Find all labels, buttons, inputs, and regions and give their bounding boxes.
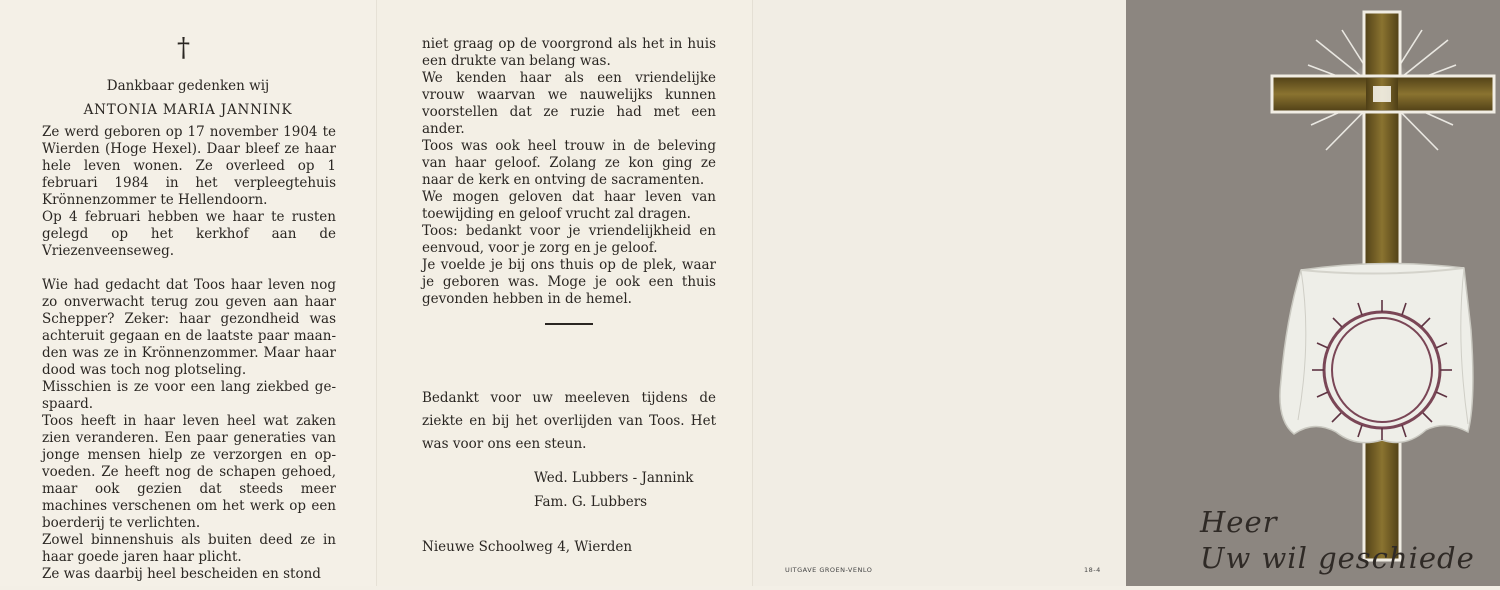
signature-widow: Wed. Lubbers - Jannink (534, 470, 694, 486)
paragraph: Wie had gedacht dat Toos haar leven nog zo onverwacht terug zou geven aan haar Schepper? Zeker: haar gezondheid was achteruit gegaan en de laatste paar maanden was ze in Krönnenzommer. Maar haar dood was toch nog plotseling. (42, 277, 336, 378)
white-cloth (1280, 263, 1473, 442)
paragraph: Ze werd geboren op 17 november 1904 te Wierden (Hoge Hexel). Daar bleef ze haar hele leven wonen. Ze overleed op 1 februari 1984 in het verpleegtehuis Krönnenzommer te Hellendoorn. (42, 124, 336, 208)
left-page (0, 0, 376, 586)
deceased-name: ANTONIA MARIA JANNINK (83, 102, 293, 118)
cross-illustration (1126, 0, 1500, 586)
cross-icon: † (177, 33, 190, 63)
paragraph: Je voelde je bij ons thuis op de plek, waar je geboren was. Moge je ook een thuis gevonden hebben in de hemel. (422, 257, 716, 307)
paragraph: niet graag op de voorgrond als het in huis een drukte van belang was. (422, 36, 716, 69)
address: Nieuwe Schoolweg 4, Wierden (422, 539, 633, 555)
paragraph: Toos heeft in haar leven heel wat zaken zien veranderen. Een paar generaties van jonge mensen hielp ze verzorgen en opvoeden. Ze heeft nog de schapen gehoed, maar ook gezien dat steeds meer machines verschenen om het werk op een boerderij te verlichten. (42, 413, 336, 531)
paragraph: Toos: bedankt voor je vriendelijkheid en eenvoud, voor je zorg en je geloof. (422, 223, 716, 256)
paragraph: Op 4 februari hebben we haar te rusten gelegd op het kerkhof aan de Vriezenveenseweg. (42, 209, 336, 259)
motto-line-1: Heer (1200, 505, 1278, 539)
back-page (752, 0, 1128, 586)
paragraph: We mogen geloven dat haar leven van toewijding en geloof vrucht zal dragen. (422, 189, 716, 222)
cover-page (1126, 0, 1500, 586)
divider (545, 323, 593, 325)
intro-text: Dankbaar gedenken wij (106, 78, 270, 94)
signature-family: Fam. G. Lubbers (534, 494, 648, 510)
paragraph: Zowel binnenshuis als buiten deed ze in haar goede jaren haar plicht. (42, 532, 336, 565)
card-code: 18-4 (1084, 566, 1101, 574)
obituary-body (42, 124, 336, 583)
continued-body (422, 36, 716, 308)
paragraph: Misschien is ze voor een lang ziekbed gespaard. (42, 379, 336, 412)
paragraph: Toos was ook heel trouw in de beleving van haar geloof. Zolang ze kon ging ze naar de kerk en ontving de sacramenten. (422, 138, 716, 188)
paragraph: We kenden haar als een vriendelijke vrouw waarvan we nauwelijks kunnen voorstellen dat ze ruzie had met een ander. (422, 70, 716, 137)
paragraph: Ze was daarbij heel bescheiden en stond (42, 566, 321, 582)
motto-line-2: Uw wil geschiede (1200, 541, 1475, 575)
publisher-label: UITGAVE GROEN-VENLO (785, 566, 873, 574)
thanks-text: Bedankt voor uw meeleven tijdens de ziekte en bij het overlijden van Toos. Het was voor ons een steun. (422, 390, 716, 452)
